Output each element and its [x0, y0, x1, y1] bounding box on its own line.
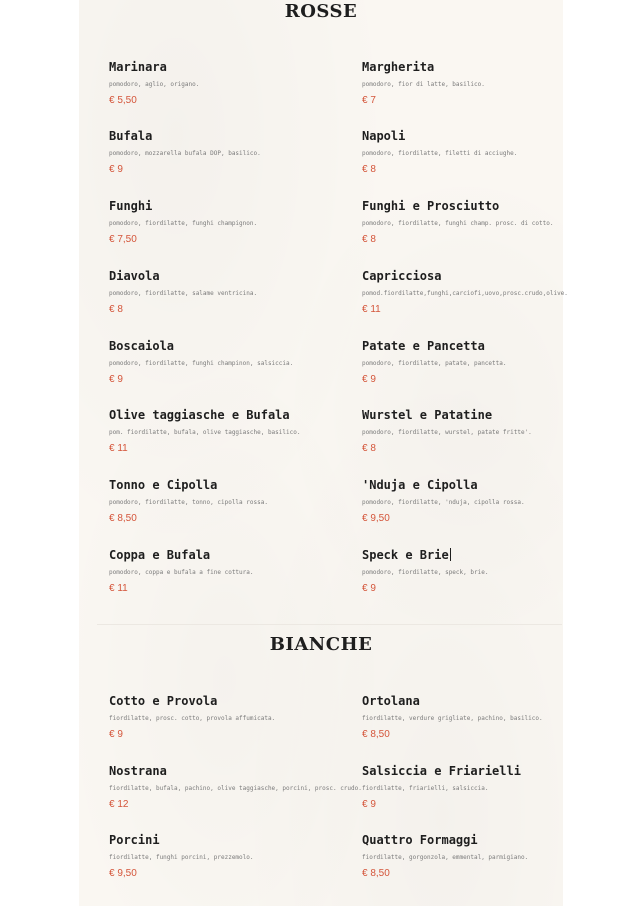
item-price: € 8 — [362, 443, 376, 454]
item-price: € 5,50 — [109, 95, 137, 106]
menu-item — [362, 408, 602, 455]
section-title-bianche: BIANCHE — [269, 634, 373, 655]
item-description: pomodoro, fiordilatte, 'nduja, cipolla rossa. — [362, 499, 525, 506]
section-divider — [97, 624, 562, 625]
menu-item — [362, 60, 602, 107]
item-price: € 8,50 — [362, 729, 390, 740]
item-price: € 9 — [109, 164, 123, 175]
item-name: Diavola — [109, 269, 160, 283]
item-description: pomodoro, fiordilatte, speck, brie. — [362, 569, 489, 576]
item-price: € 8,50 — [362, 868, 390, 879]
item-name: Napoli — [362, 129, 406, 143]
item-price: € 9 — [362, 799, 376, 810]
item-price: € 9 — [362, 374, 376, 385]
text-cursor — [450, 548, 451, 561]
menu-item — [362, 199, 602, 246]
item-description: pomodoro, aglio, origano. — [109, 81, 200, 88]
item-name: Wurstel e Patatine — [362, 408, 493, 422]
menu-item — [109, 833, 349, 880]
item-description: fiordilatte, bufala, pachino, olive taggiasche, porcini, prosc. crudo. — [109, 785, 362, 792]
item-price: € 12 — [109, 799, 129, 810]
item-price: € 7 — [362, 95, 376, 106]
item-name: Cotto e Provola — [109, 694, 218, 708]
menu-item — [109, 408, 349, 455]
menu-item — [362, 339, 602, 386]
item-name: 'Nduja e Cipolla — [362, 478, 478, 492]
item-price: € 8,50 — [109, 513, 137, 524]
item-description: pomodoro, mozzarella bufala DOP, basilico. — [109, 150, 261, 157]
menu-item — [109, 60, 349, 107]
item-description: pomodoro, fiordilatte, wurstel, patate fritte'. — [362, 429, 532, 436]
item-name: Tonno e Cipolla — [109, 478, 218, 492]
item-name-row — [362, 548, 602, 563]
item-description: pomodoro, coppa e bufala a fine cottura. — [109, 569, 254, 576]
item-price: € 8 — [362, 164, 376, 175]
menu-item — [109, 129, 349, 176]
item-price: € 11 — [109, 583, 128, 594]
item-description: pomodoro, fiordilatte, funghi champinon, salsiccia. — [109, 360, 294, 367]
menu-item — [109, 199, 349, 246]
item-name: Speck e Brie — [362, 548, 449, 562]
item-price: € 9,50 — [362, 513, 390, 524]
menu-item — [109, 269, 349, 316]
item-name: Salsiccia e Friarielli — [362, 764, 521, 778]
item-price: € 9 — [109, 374, 123, 385]
menu-item — [362, 694, 602, 741]
item-description: fiordilatte, funghi porcini, prezzemolo. — [109, 854, 254, 861]
item-description: pom. fiordilatte, bufala, olive taggiasche, basilico. — [109, 429, 301, 436]
item-name: Coppa e Bufala — [109, 548, 211, 562]
menu-item — [362, 269, 602, 316]
menu-item — [109, 694, 349, 741]
item-price: € 9 — [109, 729, 123, 740]
item-price: € 8 — [109, 304, 123, 315]
item-price: € 8 — [362, 234, 376, 245]
item-price: € 11 — [109, 443, 128, 454]
item-name: Nostrana — [109, 764, 167, 778]
item-name: Funghi e Prosciutto — [362, 199, 500, 213]
item-description: pomodoro, fiordilatte, funghi champignon. — [109, 220, 258, 227]
menu-item — [109, 339, 349, 386]
item-name: Ortolana — [362, 694, 420, 708]
item-description: pomodoro, fiordilatte, filetti di acciughe. — [362, 150, 518, 157]
item-description: pomodoro, fiordilatte, patate, pancetta. — [362, 360, 507, 367]
item-name: Porcini — [109, 833, 160, 847]
item-name: Capricciosa — [362, 269, 442, 283]
menu-item — [362, 129, 602, 176]
menu-item — [362, 478, 602, 525]
item-name: Boscaiola — [109, 339, 175, 353]
item-name: Marinara — [109, 60, 167, 74]
item-price: € 9,50 — [109, 868, 137, 879]
item-name: Olive taggiasche e Bufala — [109, 408, 290, 422]
item-description: pomod.fiordilatte,funghi,carciofi,uovo,prosc.crudo,olive. — [362, 290, 568, 297]
menu-item — [362, 548, 602, 595]
item-price: € 7,50 — [109, 234, 137, 245]
item-description: fiordilatte, prosc. cotto, provola affumicata. — [109, 715, 276, 722]
menu-item — [109, 764, 362, 811]
item-description: pomodoro, fiordilatte, salame ventricina. — [109, 290, 258, 297]
item-description: fiordilatte, friarielli, salsiccia. — [362, 785, 489, 792]
menu-item — [109, 478, 349, 525]
section-title-rosse: ROSSE — [284, 1, 358, 22]
item-name: Funghi — [109, 199, 153, 213]
item-description: fiordilatte, verdure grigliate, pachino, basilico. — [362, 715, 543, 722]
menu-item — [109, 548, 349, 595]
menu-item — [362, 764, 602, 811]
item-name: Quattro Formaggi — [362, 833, 478, 847]
item-name: Margherita — [362, 60, 435, 74]
item-price: € 11 — [362, 304, 381, 315]
menu-item — [362, 833, 602, 880]
item-name: Bufala — [109, 129, 153, 143]
item-description: pomodoro, fior di latte, basilico. — [362, 81, 485, 88]
item-price: € 9 — [362, 583, 376, 594]
item-description: fiordilatte, gorgonzola, emmental, parmigiano. — [362, 854, 529, 861]
item-description: pomodoro, fiordilatte, funghi champ. prosc. di cotto. — [362, 220, 554, 227]
item-name: Patate e Pancetta — [362, 339, 485, 353]
item-description: pomodoro, fiordilatte, tonno, cipolla rossa. — [109, 499, 268, 506]
